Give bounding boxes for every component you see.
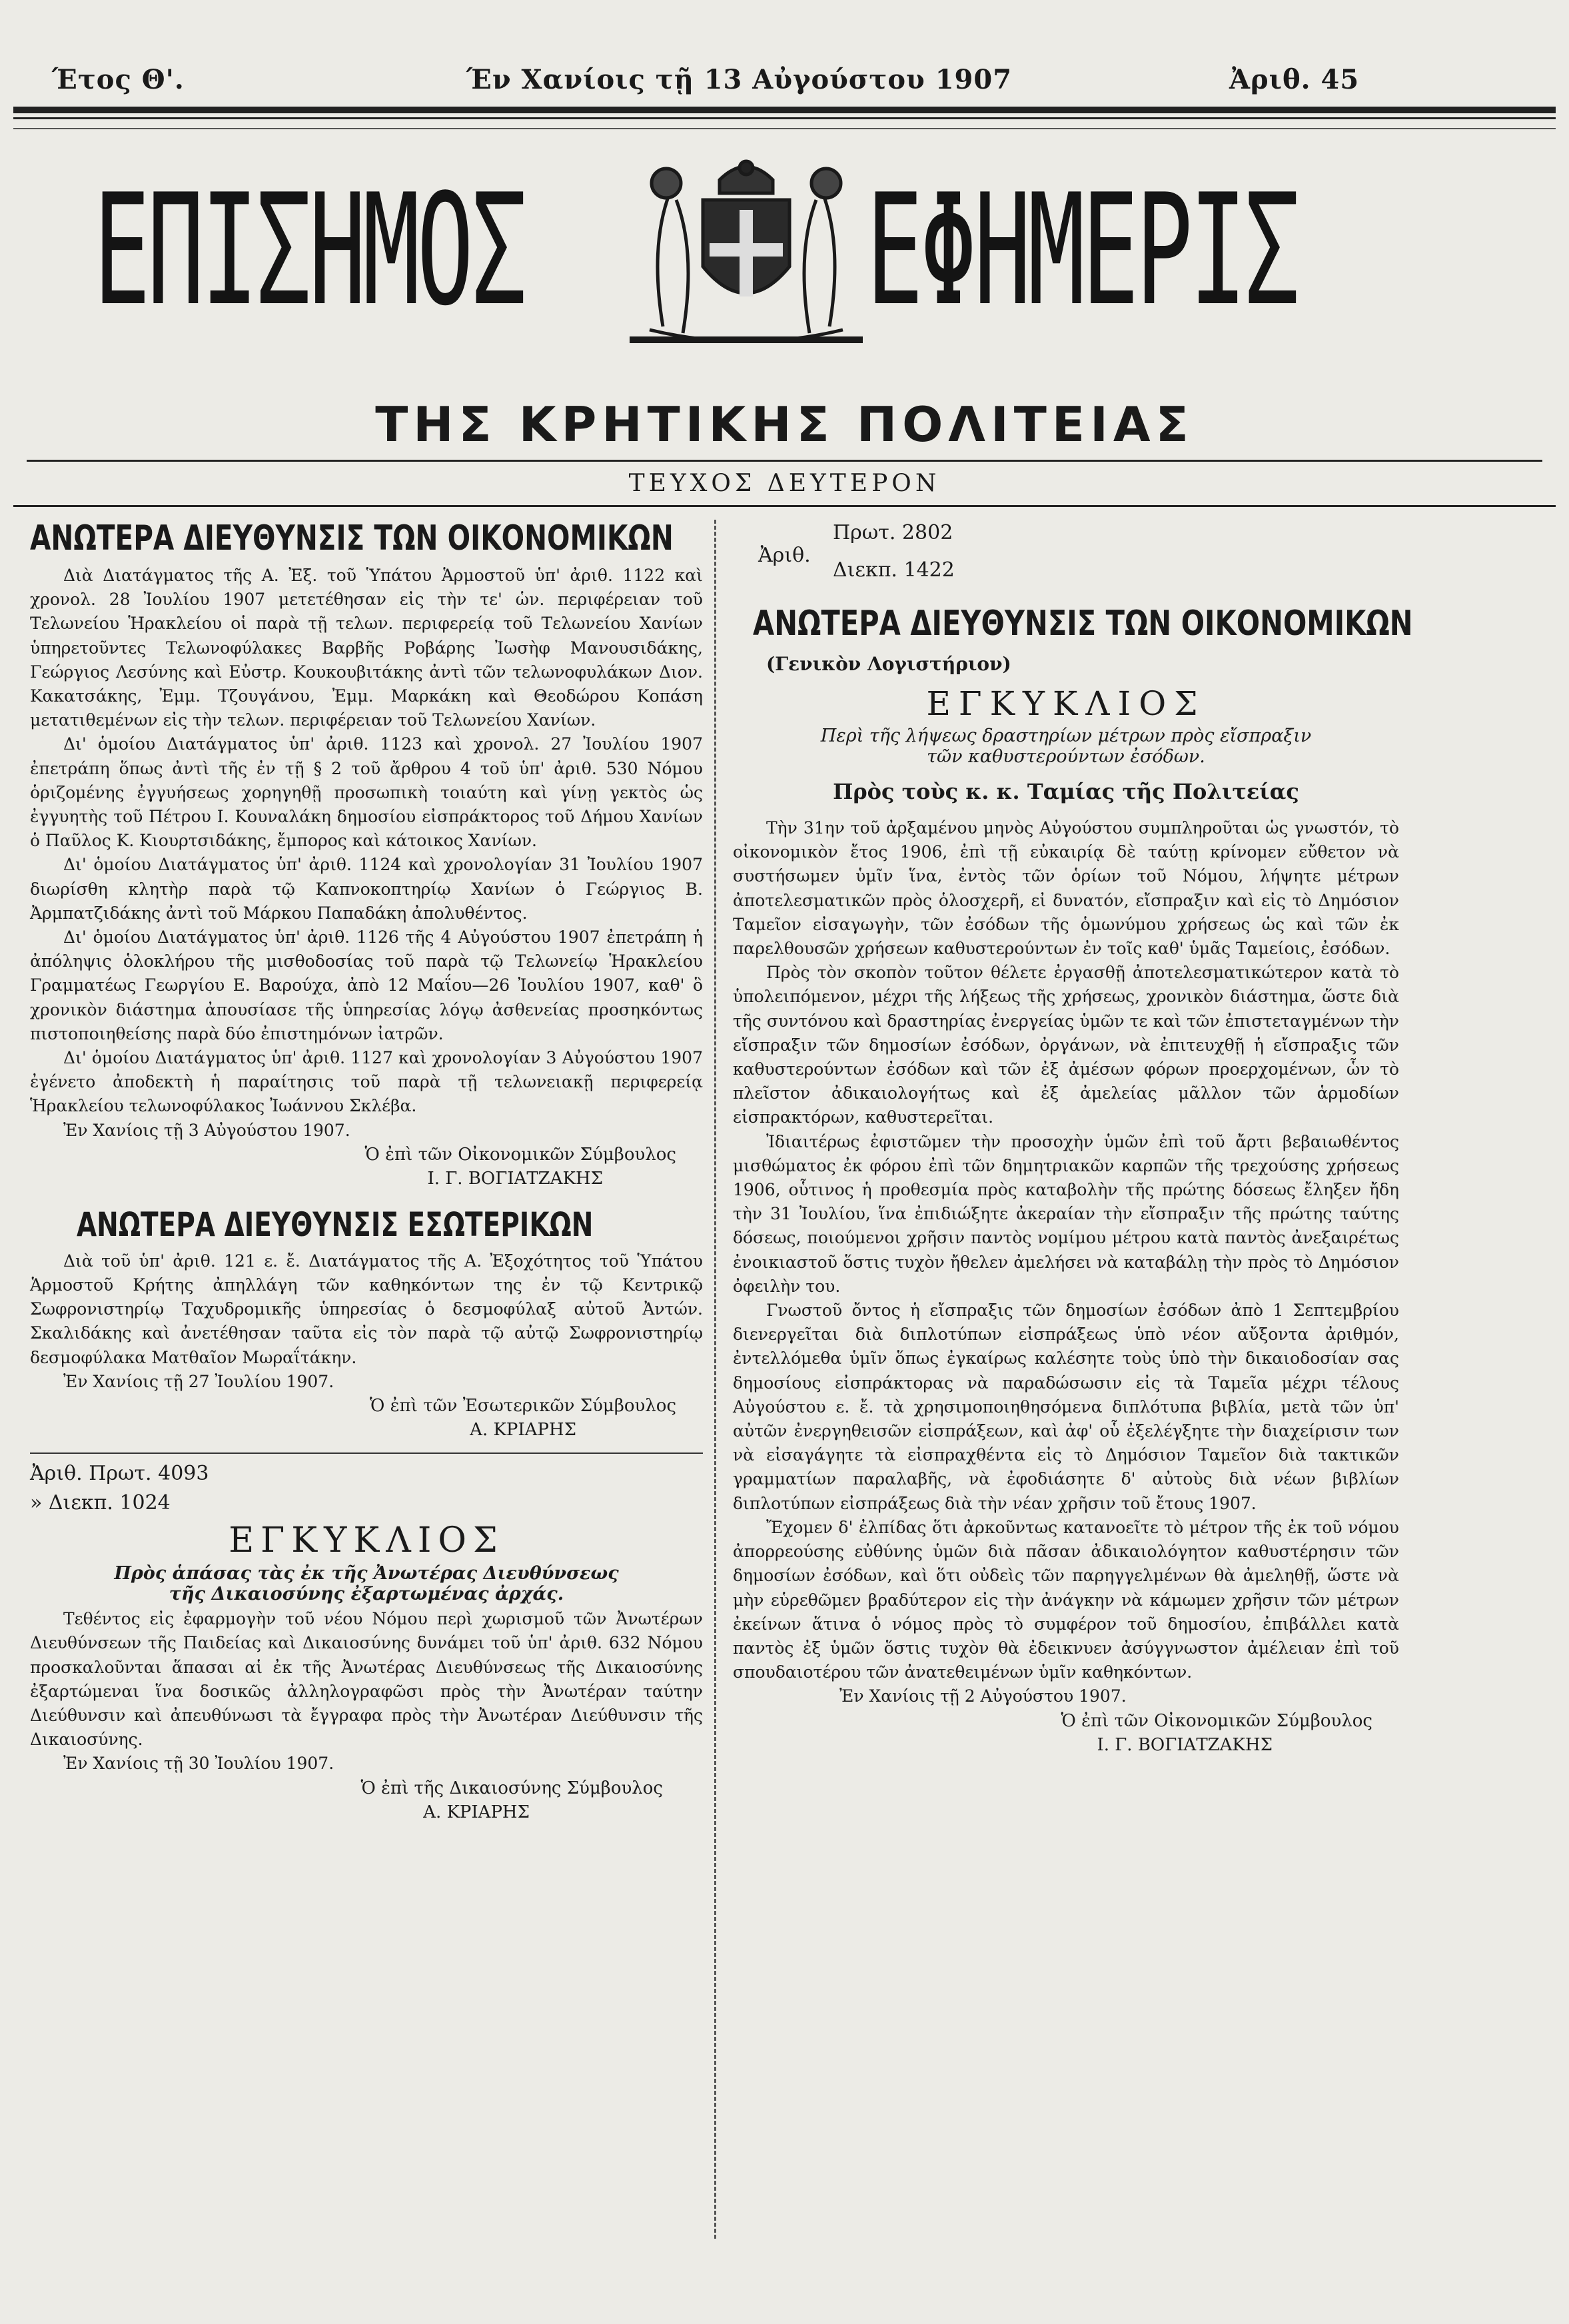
right-encyclical-sub-1: Περὶ τῆς λήψεως δραστηρίων μέτρων πρὸς εἴσπραξιν: [820, 726, 1312, 746]
right-para-5: Ἔχομεν δ' ἐλπίδας ὅτι ἀρκοῦντως κατανοεῖτε τὸ μέτρον τῆς ἐκ τοῦ νόμου ἀπορρεούσης εὐθύνης ὑμῶν διὰ πᾶσαν ἀδικαιολόγητον καθυστέρησιν τῶν δημοσίων ἐσόδων, καὶ ὅτι οὐδεὶς τῶν παρηγγελμένων θὰ ἀμεληθῇ, ὥστε νὰ μὴν εὑρεθῶμεν βραδύτερον εἰς τὴν ἀνάγκην νὰ κάμωμεν χρῆσιν τῶν μέτρων ἐκείνων ἅτινα ὁ νόμος πρὸς τὸ συμφέρον τοῦ δημοσίου, ἐπιβάλλει κατὰ παντὸς ἐξ ὑμῶν ὅστις τυχὸν θὰ ἐδεικνυεν ἀσύγγνωστον ἀμέλειαν ἐπὶ τοῦ σπουδαιοτέρου τῶν ἀνατεθειμένων ὑμῖν καθηκόντων.: [733, 1517, 1399, 1682]
left-date-3: Ἐν Χανίοις τῇ 30 Ἰουλίου 1907.: [63, 1754, 334, 1774]
right-date: Ἐν Χανίοις τῇ 2 Αὐγούστου 1907.: [839, 1686, 1127, 1706]
left-para-3: Δι' ὁμοίου Διατάγματος ὑπ' ἀριθ. 1124 καὶ χρονολογίαν 31 Ἰουλίου 1907 διωρίσθη κλητὴρ παρὰ τῷ Καπνοκοπτηρίῳ Χανίων ὁ Γεώργιος Β. Ἀρμπατζιδάκης ἀντὶ τοῦ Μάρκου Παπαδάκη ἀπολυθέντος.: [30, 855, 703, 923]
right-addressee: Πρὸς τοὺς κ. κ. Ταμίας τῆς Πολιτείας: [833, 779, 1299, 804]
right-signer-title: Ὁ ἐπὶ τῶν Οἰκονομικῶν Σύμβουλος: [1061, 1710, 1372, 1731]
left-date-1: Ἐν Χανίοις τῇ 3 Αὐγούστου 1907.: [63, 1120, 350, 1140]
left-para-7: Τεθέντος εἰς ἐφαρμογὴν τοῦ νέου Νόμου περὶ χωρισμοῦ τῶν Ἀνωτέρων Διευθύνσεων τῆς Παιδείας καὶ Δικαιοσύνης δυνάμει τοῦ ὑπ' ἀριθ. 632 Νόμου προσκαλοῦνται ἅπασαι αἱ ἐκ τῆς Ἀνωτέρας Διευθύνσεως τῆς Δικαιοσύνης ἐξαρτώμεναι ἵνα δοσικῶς ἀλληλογραφῶσι πρὸς τὴν Ἀνωτέραν ταύτην Διεύθυνσιν καὶ ἀπευθύνωσι τὰ ἔγγραφα πρὸς τὴν Ἀνωτέραν Διεύθυνσιν τῆς Δικαιοσύνης.: [30, 1609, 703, 1750]
right-column: [733, 518, 1413, 1757]
top-rule-thin: [13, 117, 1556, 119]
right-ref-protocol: Πρωτ. 2802: [833, 521, 953, 544]
issue-number: Ἀριθ. 45: [1229, 64, 1360, 95]
right-reference: [733, 518, 1399, 597]
left-separator: [30, 1452, 703, 1454]
masthead-left: ΕΠΙΣΗΜΟΣ: [93, 162, 525, 340]
left-para-5: Δι' ὁμοίου Διατάγματος ὑπ' ἀριθ. 1127 καὶ χρονολογίαν 3 Αὐγούστου 1907 ἐγένετο ἀποδεκτὴ ἡ παραίτησις τοῦ παρὰ τῇ τελωνειακῇ περιφερείᾳ Ἡρακλείου τελωνοφύλακος Ἰωάννου Σκλέβα.: [30, 1048, 703, 1116]
volume-rule: [13, 505, 1556, 507]
left-para-1: Διὰ Διατάγματος τῆς Α. Ἐξ. τοῦ Ὑπάτου Ἁρμοστοῦ ὑπ' ἀριθ. 1122 καὶ χρονολ. 28 Ἰουλίου 1907 μετετέθησαν εἰς τὴν τε' ὡν. περιφέρειαν τοῦ Τελωνείου Ἡρακλείου οἱ παρὰ τῇ τελων. περιφερείᾳ τοῦ Τελωνείου Χανίων ὑπηρετοῦντες Τελωνοφύλακες Βαρβῆς Ροβάρης Ἰωσὴφ Μανουσιδάκης, Γεώργιος Λεσύνης καὶ Εὐστρ. Κουκουβιτάκης ἀντὶ τῶν τελωνοφυλάκων Διον. Κακατσάκης, Ἐμμ. Τζουγάνου, Ἐμμ. Μαρκάκη καὶ Θεοδώρου Κοπάση μετατιθεμένων εἰς τὴν τελων. περιφέρειαν τοῦ Τελωνείου Χανίων.: [30, 566, 703, 730]
left-para-2: Δι' ὁμοίου Διατάγματος ὑπ' ἀριθ. 1123 καὶ χρονολ. 27 Ἰουλίου 1907 ἐπετράπη ὅπως ἀντὶ τῆς ἐν τῇ § 2 τοῦ ἄρθρου 4 τοῦ ὑπ' ἀριθ. 530 Νόμου ὁριζομένης ἐγγυήσεως χορηγηθῇ προσωπικὴ τοιαύτη καὶ γίνῃ γεκτὸς ὡς ἐγγυητὴς τοῦ Πέτρου Ι. Κουναλάκη δημοσίου εἰσπράκτορος τοῦ Δήμου Χανίων ὁ Παῦλος Κ. Κιουρτσιδάκης, ἔμπορος καὶ κάτοικος Χανίων.: [30, 734, 703, 851]
left-signer-title-1: Ὁ ἐπὶ τῶν Οἰκονομικῶν Σύμβουλος: [364, 1144, 676, 1165]
volume-label: ΤΕΥΧΟΣ ΔΕΥΤΕΡΟΝ: [628, 470, 941, 497]
right-para-3: Ἰδιαιτέρως ἐφιστῶμεν τὴν προσοχὴν ὑμῶν ἐπὶ τοῦ ἄρτι βεβαιωθέντος μισθώματος ἐκ φόρου ἐπὶ τῶν δημητριακῶν καρπῶν τῆς τρεχούσης χρήσεως 1906, οὗτινος ἡ προθεσμία πρὸς καταβολὴν τῆς πρώτης δόσεως ἔληξεν ἤδη τὴν 31 Ἰουλίου, ἵνα ἐπιδιώξητε ἀκεραίαν τὴν εἴσπραξιν τῆς πρώτης ταύτης δόσεως, ποιούμενοι χρῆσιν παντὸς νομίμου μέτρου κατὰ παντὸς ἀνεξαιρέτως ἐνοικιαστοῦ ὅστις τυχὸν ἤθελεν ἀμελήσει νὰ καταβάλῃ τὴν πρὸς τὸ Δημόσιον ὀφειλὴν του.: [733, 1131, 1399, 1296]
right-para-2: Πρὸς τὸν σκοπὸν τοῦτον θέλετε ἐργασθῇ ἀποτελεσματικώτερον κατὰ τὸ ὑπολειπόμενον, μέχρι τῆς λήξεως τῆς χρήσεως, χρονικὸν διάστημα, ὥστε διὰ τῆς συντόνου καὶ δραστηρίας ἐνεργείας ὑμῶν τε καὶ τῶν ἐπιστεταγμένων τὴν εἴσπραξιν τῶν δημοσίων ἐσόδων, ὀργάνων, νὰ ἐπιτευχθῇ ἡ εἴσπραξις τῶν καθυστερούντων ἐσόδων καὶ τῶν ἐξ ἀμέσων φόρων προερχομένων, ὧν τὸ πλεῖστον ἀδικαιολογήτως καὶ ἐξ ἀμελείας μᾶλλον τῶν ἁρμοδίων εἰσπρακτόρων, καθυστερεῖται.: [733, 963, 1399, 1127]
left-encyclical-heading: ΕΓΚΥΚΛΙΟΣ: [229, 1520, 504, 1561]
left-signer-title-3: Ὁ ἐπὶ τῆς Δικαιοσύνης Σύμβουλος: [360, 1778, 663, 1798]
left-encyclical-sub-1: Πρὸς ἁπάσας τὰς ἐκ τῆς Ἀνωτέρας Διευθύνσεως: [114, 1563, 619, 1584]
issue-year: Έτος Θ'.: [52, 64, 185, 95]
left-heading-finance: ΑΝΩΤΕΡΑ ΔΙΕΥΘΥΝΣΙΣ ΤΩΝ ΟΙΚΟΝΟΜΙΚΩΝ: [30, 518, 674, 558]
right-ref-dispatch: Διεκπ. 1422: [833, 558, 955, 582]
masthead-subtitle: ΤΗΣ ΚΡΗΤΙΚΗΣ ΠΟΛΙΤΕΙΑΣ: [375, 396, 1194, 452]
column-divider: [714, 520, 716, 2239]
left-signer-name-1: Ι. Γ. ΒΟΓΙΑΤΖΑΚΗΣ: [427, 1168, 603, 1189]
subtitle-rule: [27, 460, 1542, 462]
masthead-right: ΕΦΗΜΕΡΙΣ: [866, 162, 1298, 340]
left-heading-interior: ΑΝΩΤΕΡΑ ΔΙΕΥΘΥΝΣΙΣ ΕΣΩΤΕΡΙΚΩΝ: [77, 1205, 594, 1244]
right-heading-sub: (Γενικὸν Λογιστήριον): [766, 653, 1011, 675]
left-signer-name-2: Α. ΚΡΙΑΡΗΣ: [470, 1420, 576, 1441]
left-encyclical-sub-2: τῆς Δικαιοσύνης ἐξαρτωμένας ἀρχάς.: [169, 1584, 564, 1605]
top-rule-thick: [13, 107, 1556, 113]
right-signer-name: Ι. Γ. ΒΟΓΙΑΤΖΑΚΗΣ: [1097, 1734, 1273, 1755]
coat-of-arms-icon: [603, 153, 889, 353]
left-signer-title-2: Ὁ ἐπὶ τῶν Ἐσωτερικῶν Σύμβουλος: [369, 1396, 676, 1417]
right-encyclical-heading: ΕΓΚΥΚΛΙΟΣ: [926, 684, 1206, 723]
left-para-4: Δι' ὁμοίου Διατάγματος ὑπ' ἀριθ. 1126 τῆς 4 Αὐγούστου 1907 ἐπετράπη ἡ ἀπόληψις ὁλοκλήρου τῆς μισθοδοσίας τοῦ παρὰ τῷ Τελωνείῳ Ἡρακλείου Γραμματέως Γεωργίου Ε. Βαρούχα, ἀπὸ 12 Μαΐου—26 Ἰουλίου 1907, καθ' ὃ χρονικὸν διάστημα ἀπουσίασε τῆς ὑπηρεσίας λόγῳ ἀσθενείας προσηκόντως πιστοποιηθείσης παρὰ δύο ἐπιστημόνων ἰατρῶν.: [30, 927, 703, 1043]
right-heading-finance: ΑΝΩΤΕΡΑ ΔΙΕΥΘΥΝΣΙΣ ΤΩΝ ΟΙΚΟΝΟΜΙΚΩΝ: [753, 604, 1413, 644]
right-ref-label: Ἀριθ.: [758, 544, 811, 567]
left-date-2: Ἐν Χανίοις τῇ 27 Ἰουλίου 1907.: [63, 1371, 334, 1391]
top-rule-thin2: [13, 128, 1556, 129]
left-ref-dispatch: » Διεκπ. 1024: [30, 1491, 171, 1515]
right-encyclical-sub-2: τῶν καθυστερούντων ἐσόδων.: [927, 746, 1205, 767]
right-para-1: Τὴν 31ην τοῦ ἀρξαμένου μηνὸς Αὐγούστου συμπληροῦται ὡς γνωστόν, τὸ οἰκονομικὸν ἔτος 1906, ἐπὶ τῇ εὐκαιρίᾳ δὲ ταύτῃ κρίνομεν εὔθετον νὰ συστήσωμεν ὑμῖν ἵνα, ἐντὸς τῶν ὁρίων τοῦ Νόμου, λήψητε μέτρων ἀποτελεσματικῶν πρὸς ὁλοσχερῆ, εἰ δυνατόν, εἴσπραξιν καὶ εἰς τὸ Δημόσιον Ταμεῖον εἰσαγωγὴν, τῶν ἐσόδων τῆς ὁμωνύμου χρήσεως ὡς καὶ τῶν ἐκ παρελθουσῶν χρήσεων καθυστερούντων ἐν τοῖς καθ' ὑμᾶς Ταμείοις, ἐσόδων.: [733, 818, 1399, 959]
left-signer-name-3: Α. ΚΡΙΑΡΗΣ: [423, 1802, 530, 1822]
left-column: [30, 518, 703, 1824]
left-ref-protocol: Ἀριθ. Πρωτ. 4093: [30, 1462, 209, 1486]
issue-date: Έν Χανίοις τῇ 13 Αὐγούστου 1907: [466, 64, 1013, 95]
left-para-6: Διὰ τοῦ ὑπ' ἀριθ. 121 ε. ἔ. Διατάγματος τῆς Α. Ἐξοχότητος τοῦ Ὑπάτου Ἁρμοστοῦ Κρήτης ἀπηλλάγη τῶν καθηκόντων της ἐν τῷ Κεντρικῷ Σωφρονιστηρίῳ Ταχυδρομικῆς ὑπηρεσίας ὁ δεσμοφύλαξ αὐτοῦ Ἀντών. Σκαλιδάκης καὶ ἀνετέθησαν ταῦτα εἰς τὸν παρὰ τῷ αὐτῷ Σωφρονιστηρίῳ δεσμοφύλακα Ματθαῖον Μωραΐτάκην.: [30, 1251, 703, 1367]
right-para-4: Γνωστοῦ ὄντος ἡ εἴσπραξις τῶν δημοσίων ἐσόδων ἀπὸ 1 Σεπτεμβρίου διενεργεῖται διὰ διπλοτύπων εἰσπράξεως ὑπὸ νέον αὔξοντα ἀριθμόν, ἐντελλόμεθα ὑμῖν ὅπως ἐγκαίρως καλέσητε τοὺς ὑπὸ τὴν δικαιοδοσίαν σας δημοσίους εἰσπράκτορας νὰ παραδώσωσιν εἰς τὰ Ταμεῖα μέχρι τέλους Αὐγούστου ε. ἔ. τὰ χρησιμοποιηθησόμενα διπλότυπα βιβλία, μετὰ τῶν ὑπ' αὐτῶν ἐνεργηθεισῶν εἰσπράξεων, καὶ ἀφ' οὗ ἐξελέγξητε τὴν διαχείρισιν των νὰ εἰσαγάγητε τὰ εἰσπραχθέντα εἰς τὸ Δημόσιον Ταμεῖον διὰ τακτικῶν γραμματίων παραλαβῆς, νὰ ἐφοδιάσητε δ' αὐτοὺς διὰ νέων βιβλίων διπλοτύπων εἰσπράξεως διὰ τὴν νέαν χρῆσιν τοῦ ἔτους 1907.: [733, 1301, 1399, 1513]
